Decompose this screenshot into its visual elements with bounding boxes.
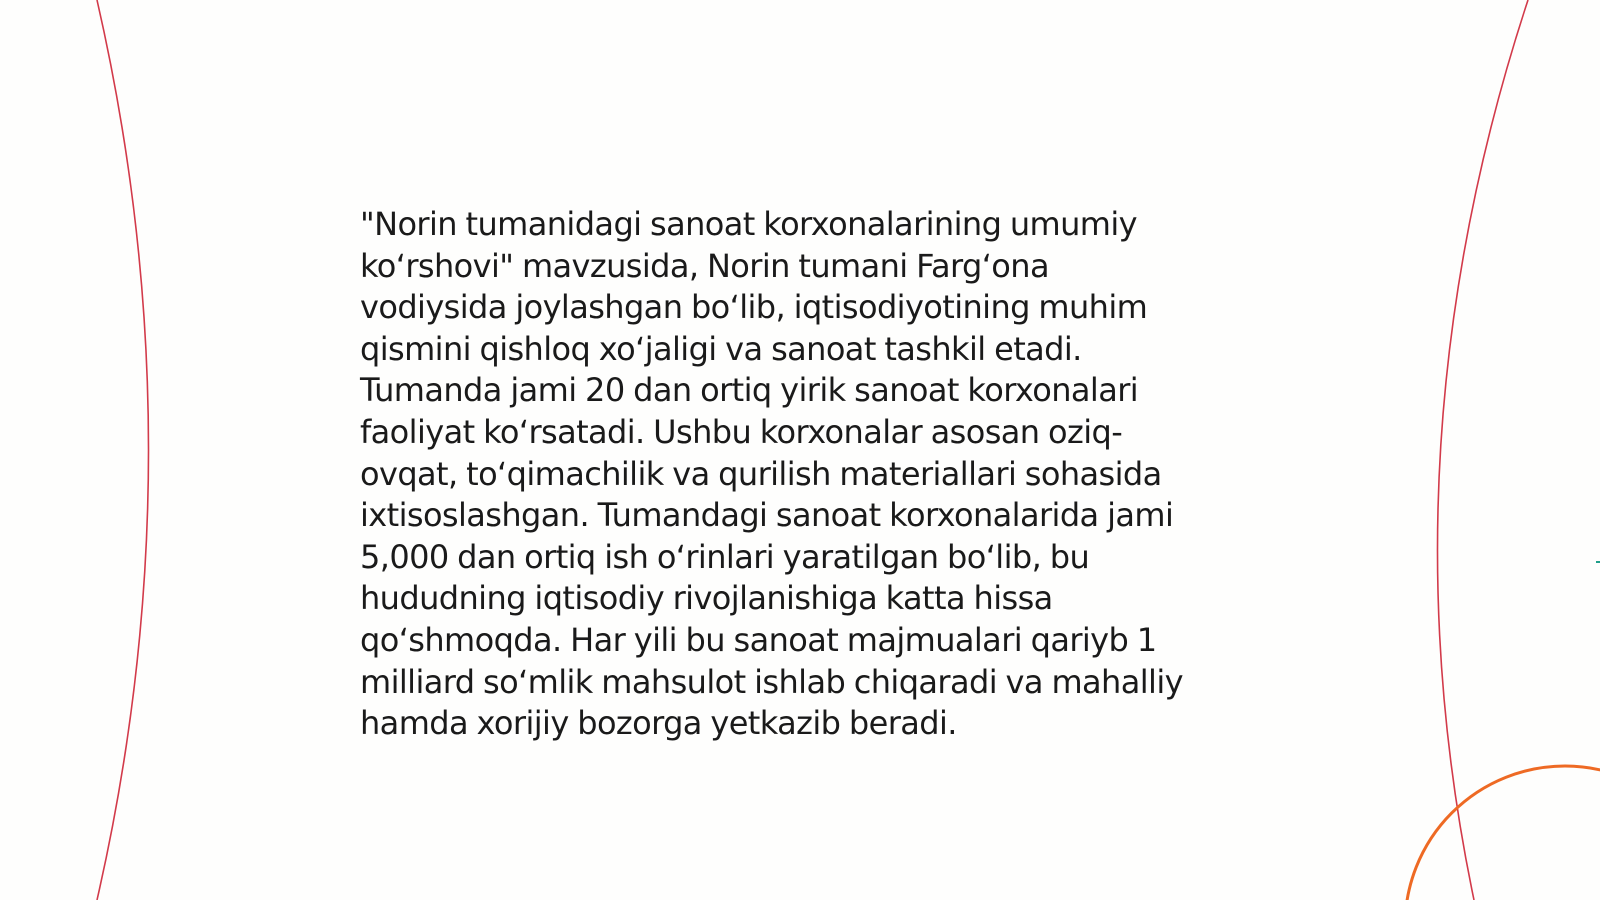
paragraph-line: qo‘shmoqda. Har yili bu sanoat majmualari qariyb 1: [360, 620, 1157, 659]
orange-circle-arc: [1405, 766, 1600, 900]
paragraph-line: vodiysida joylashgan bo‘lib, iqtisodiyotining muhim: [360, 288, 1148, 327]
paragraph-line: Tumanda jami 20 dan ortiq yirik sanoat korxonalari: [360, 371, 1139, 410]
paragraph-line: ko‘rshovi" mavzusida, Norin tumani Farg‘ona: [360, 246, 1049, 285]
paragraph-line: 5,000 dan ortiq ish o‘rinlari yaratilgan bo‘lib, bu: [360, 537, 1090, 576]
paragraph-line: faoliyat ko‘rsatadi. Ushbu korxonalar asosan oziq-: [360, 412, 1123, 451]
right-curve-line: [1437, 0, 1528, 900]
paragraph-line: qismini qishloq xo‘jaligi va sanoat tashkil etadi.: [360, 329, 1082, 368]
paragraph-line: hamda xorijiy bozorga yetkazib beradi.: [360, 704, 957, 743]
paragraph-line: hududning iqtisodiy rivojlanishiga katta hissa: [360, 579, 1053, 618]
left-curve-line: [97, 0, 149, 900]
body-paragraph: [360, 204, 1240, 745]
paragraph-line: "Norin tumanidagi sanoat korxonalarining umumiy: [360, 205, 1137, 243]
paragraph-line: ixtisoslashgan. Tumandagi sanoat korxonalarida jami: [360, 496, 1174, 535]
paragraph-line: ovqat, to‘qimachilik va qurilish materiallari sohasida: [360, 454, 1162, 493]
paragraph-line: milliard so‘mlik mahsulot ishlab chiqaradi va mahalliy: [360, 662, 1183, 701]
